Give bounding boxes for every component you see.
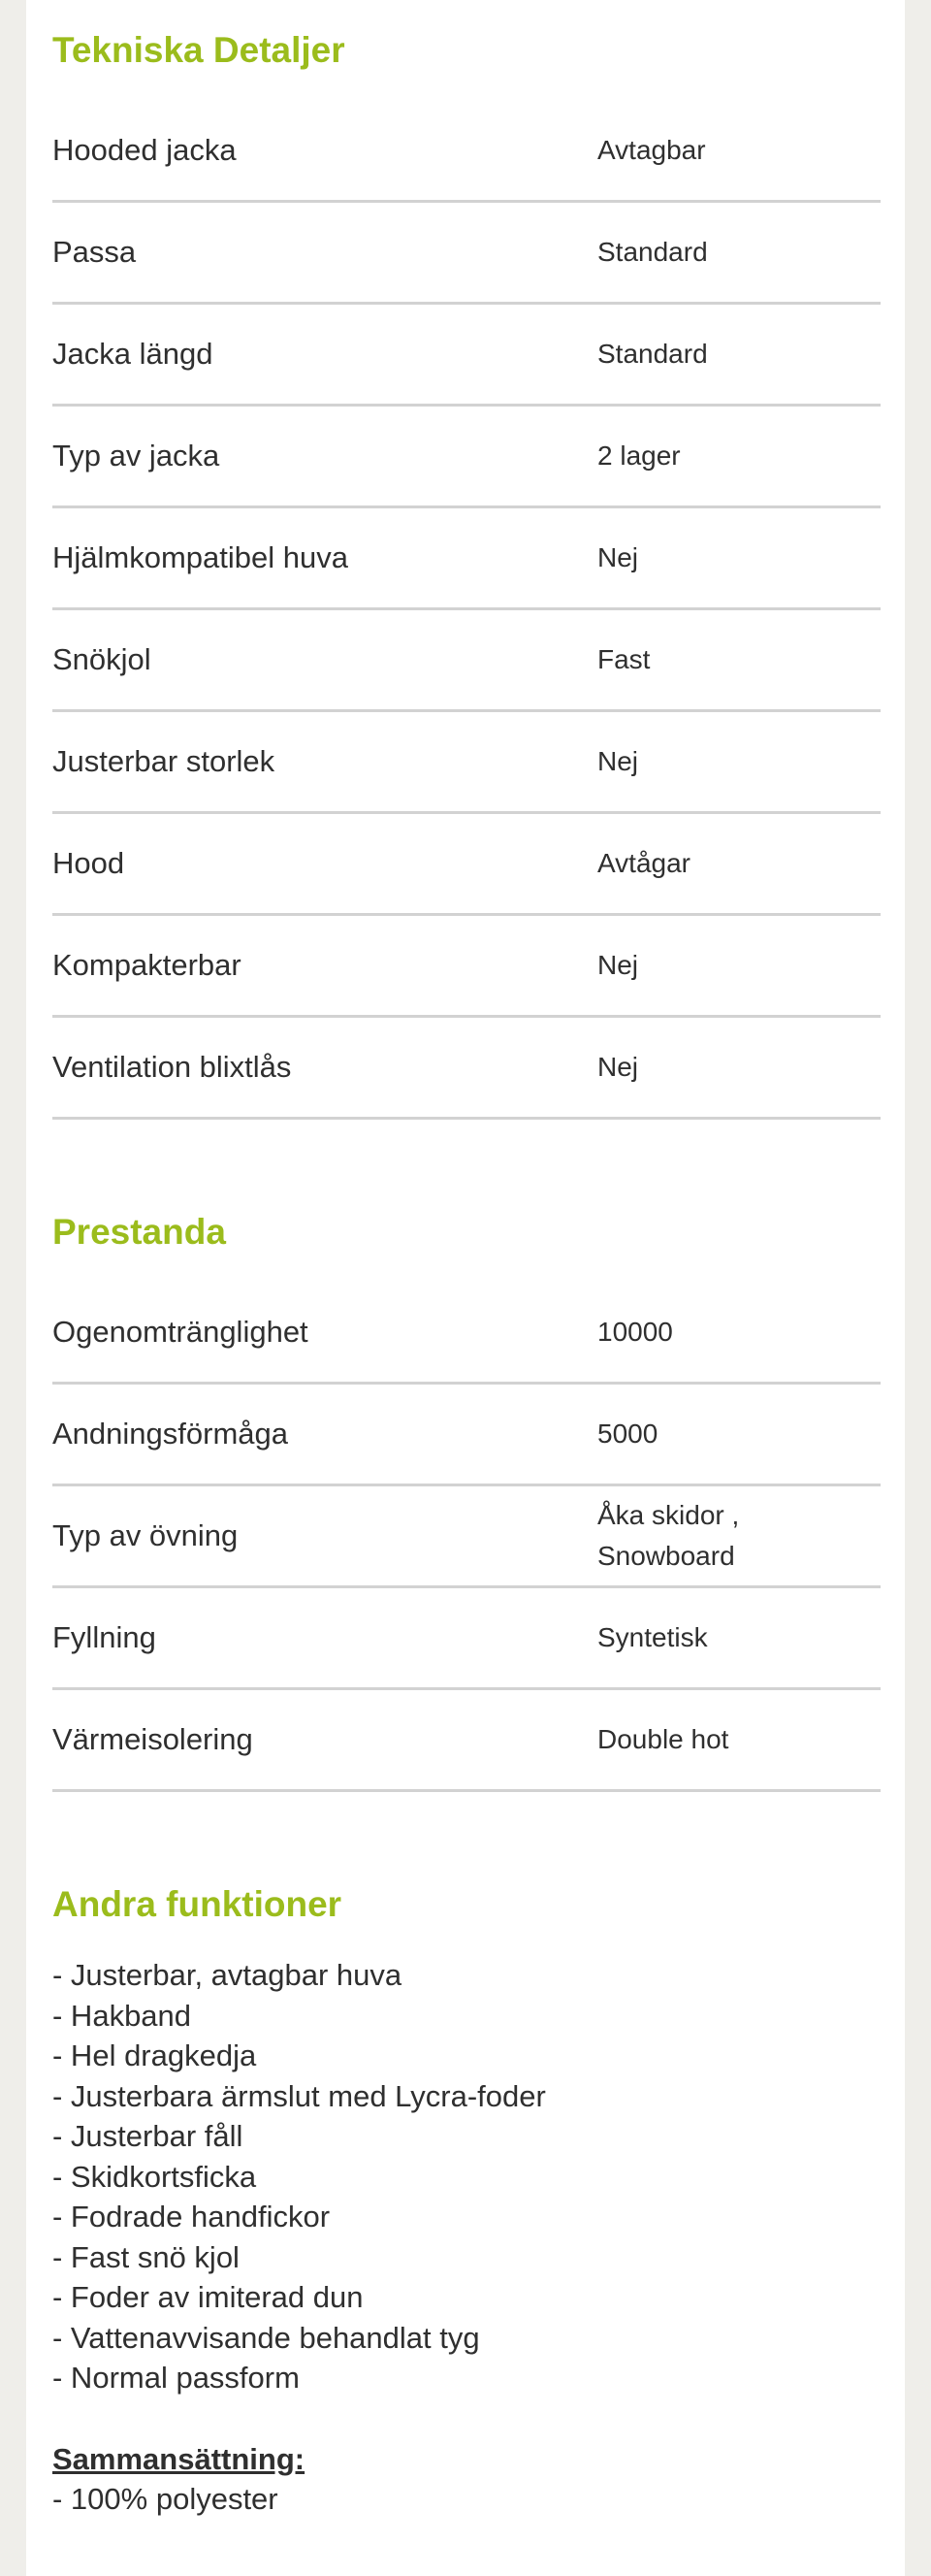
- feature-item: - Justerbar, avtagbar huva: [52, 1958, 402, 1992]
- other-features-heading: Andra funktioner: [52, 1884, 342, 1924]
- spec-row: [52, 1486, 881, 1588]
- composition-list: [52, 2479, 881, 2519]
- spec-label: Fyllning: [52, 1620, 156, 1654]
- spec-row: [52, 1283, 881, 1385]
- feature-list: [52, 1955, 881, 2398]
- spec-label: Passa: [52, 235, 137, 269]
- spec-value: Avtågar: [597, 848, 690, 878]
- technical-details-table: [52, 101, 881, 1120]
- spec-row: [52, 712, 881, 814]
- spec-label: Ogenomtränglighet: [52, 1315, 308, 1349]
- spec-row: [52, 508, 881, 610]
- feature-item: - Fast snö kjol: [52, 2239, 240, 2274]
- feature-item: - Normal passform: [52, 2361, 300, 2395]
- feature-item: - Skidkortsficka: [52, 2159, 257, 2194]
- spec-value: Nej: [597, 950, 639, 980]
- spec-row: [52, 203, 881, 305]
- spec-row: [52, 1385, 881, 1486]
- performance-heading: Prestanda: [52, 1212, 226, 1252]
- spec-row: [52, 1588, 881, 1690]
- performance-table: [52, 1283, 881, 1792]
- product-details-panel: [26, 0, 905, 2576]
- feature-item: - Justerbara ärmslut med Lycra-foder: [52, 2078, 546, 2113]
- spec-label: Kompakterbar: [52, 948, 241, 982]
- composition-item: - 100% polyester: [52, 2481, 278, 2516]
- spec-row: [52, 1690, 881, 1792]
- feature-item: - Justerbar fåll: [52, 2119, 243, 2153]
- spec-label: Justerbar storlek: [52, 744, 275, 778]
- spec-label: Typ av jacka: [52, 439, 220, 473]
- spec-value: 5000: [597, 1418, 658, 1449]
- spec-row: [52, 610, 881, 712]
- composition-heading: Sammansättning:: [52, 2441, 305, 2476]
- section-spacer: [52, 1120, 881, 1182]
- spec-value: Åka skidor , Snowboard: [597, 1500, 740, 1571]
- feature-item: - Vattenavvisande behandlat tyg: [52, 2320, 480, 2355]
- spec-label: Snökjol: [52, 642, 151, 676]
- spec-row: [52, 305, 881, 407]
- spec-value: Avtagbar: [597, 135, 706, 165]
- feature-item: - Hakband: [52, 1998, 192, 2033]
- spec-row: [52, 916, 881, 1018]
- spec-value: Syntetisk: [597, 1622, 708, 1652]
- spec-label: Andningsförmåga: [52, 1417, 288, 1451]
- product-details-content: [52, 0, 881, 2519]
- spec-value: Nej: [597, 746, 639, 776]
- spec-value: Nej: [597, 542, 639, 572]
- spec-value: Standard: [597, 339, 708, 369]
- spec-label: Hooded jacka: [52, 133, 237, 167]
- spec-label: Hood: [52, 846, 125, 880]
- spec-value: Nej: [597, 1052, 639, 1082]
- spec-row: [52, 407, 881, 508]
- spec-label: Jacka längd: [52, 337, 213, 371]
- spec-label: Värmeisolering: [52, 1722, 253, 1756]
- spec-row: [52, 1018, 881, 1120]
- spec-value: 2 lager: [597, 440, 681, 471]
- spec-value: Double hot: [597, 1724, 729, 1754]
- spec-label: Typ av övning: [52, 1518, 239, 1552]
- technical-details-heading: Tekniska Detaljer: [52, 30, 345, 70]
- spec-row: [52, 101, 881, 203]
- spec-value: 10000: [597, 1317, 673, 1347]
- spec-label: Hjälmkompatibel huva: [52, 540, 348, 574]
- spec-value: Fast: [597, 644, 651, 674]
- feature-item: - Hel dragkedja: [52, 2038, 257, 2072]
- spec-value: Standard: [597, 237, 708, 267]
- spec-row: [52, 814, 881, 916]
- spec-label: Ventilation blixtlås: [52, 1050, 292, 1084]
- feature-item: - Foder av imiterad dun: [52, 2280, 364, 2314]
- feature-item: - Fodrade handfickor: [52, 2200, 331, 2234]
- section-spacer: [52, 1792, 881, 1854]
